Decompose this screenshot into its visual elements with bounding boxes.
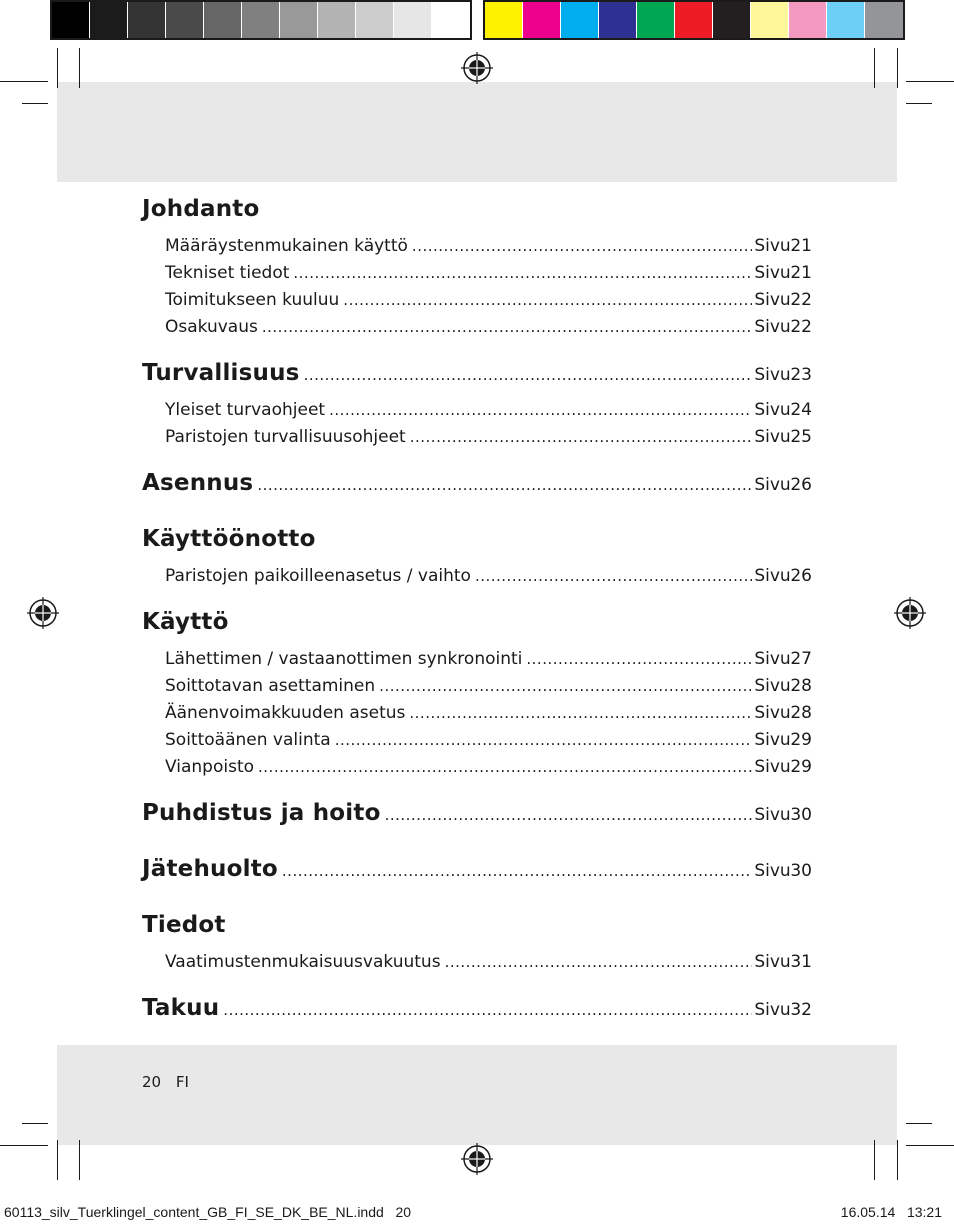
toc-entry-label: Äänenvoimakkuuden asetus <box>165 703 406 723</box>
color-swatch <box>827 2 865 38</box>
toc-entry-label: Lähettimen / vastaanottimen synkronointi <box>165 649 523 669</box>
toc-entry-label: Vianpoisto <box>165 757 255 777</box>
toc-entry[interactable] <box>142 703 812 730</box>
toc-entry[interactable] <box>142 400 812 427</box>
color-swatch <box>637 2 675 38</box>
crop-mark <box>57 1140 58 1180</box>
gray-swatch <box>128 2 166 38</box>
toc-page-number: 28 <box>790 676 812 696</box>
toc-section <box>142 856 812 896</box>
toc-section <box>142 196 812 344</box>
dot-leader <box>223 1001 752 1019</box>
registration-mark-icon <box>461 1143 493 1175</box>
dot-leader <box>293 264 752 282</box>
color-swatch <box>599 2 637 38</box>
toc-page-prefix: Sivu <box>754 400 791 420</box>
toc-entry-label: Yleiset turvaohjeet <box>165 400 326 420</box>
toc-page-number: 31 <box>790 952 812 972</box>
toc-entry[interactable] <box>142 730 812 757</box>
toc-page-prefix: Sivu <box>754 861 791 881</box>
dot-leader <box>282 862 752 880</box>
toc-section <box>142 912 812 979</box>
gray-swatch <box>204 2 242 38</box>
toc-entry[interactable] <box>142 649 812 676</box>
toc-page-number: 26 <box>790 566 812 586</box>
toc-section <box>142 526 812 593</box>
toc-page-prefix: Sivu <box>754 290 791 310</box>
dot-leader <box>335 731 753 749</box>
gray-swatch <box>242 2 280 38</box>
section-gap <box>142 784 812 800</box>
dot-leader <box>379 677 752 695</box>
crop-mark <box>874 1140 875 1180</box>
toc-page-prefix: Sivu <box>754 1000 791 1020</box>
toc-heading-title: Käyttöönotto <box>142 526 316 552</box>
grayscale-color-bar <box>50 0 472 40</box>
section-gap <box>142 510 812 526</box>
toc-entry[interactable] <box>142 290 812 317</box>
toc-page-prefix: Sivu <box>754 676 791 696</box>
toc-page-prefix: Sivu <box>754 805 791 825</box>
crop-mark <box>906 1145 954 1146</box>
toc-page-prefix: Sivu <box>754 317 791 337</box>
toc-entry-label: Tekniset tiedot <box>165 263 290 283</box>
toc-page-number: 21 <box>790 263 812 283</box>
toc-page-prefix: Sivu <box>754 236 791 256</box>
toc-section <box>142 609 812 784</box>
toc-page-number: 27 <box>790 649 812 669</box>
toc-page-prefix: Sivu <box>754 475 791 495</box>
header-band <box>57 82 897 182</box>
crop-mark <box>906 1123 932 1124</box>
toc-entry[interactable] <box>142 427 812 454</box>
toc-heading-row[interactable] <box>142 800 812 840</box>
toc-heading-row[interactable] <box>142 470 812 510</box>
color-swatch <box>751 2 789 38</box>
color-swatch <box>675 2 713 38</box>
section-gap <box>142 979 812 995</box>
color-swatch <box>713 2 751 38</box>
toc-page-number: 30 <box>790 805 812 825</box>
gray-swatch <box>394 2 432 38</box>
toc-page-prefix: Sivu <box>754 649 791 669</box>
toc-entry-label: Soittotavan asettaminen <box>165 676 376 696</box>
language-code: FI <box>175 1073 189 1091</box>
toc-entry[interactable] <box>142 236 812 263</box>
process-color-bar <box>483 0 905 40</box>
dot-leader <box>445 953 753 971</box>
toc-entry[interactable] <box>142 317 812 344</box>
registration-mark-icon <box>27 597 59 629</box>
toc-page-number: 23 <box>790 365 812 385</box>
crop-mark <box>874 48 875 88</box>
toc-page-number: 30 <box>790 861 812 881</box>
toc-heading-row[interactable] <box>142 856 812 896</box>
color-swatch <box>523 2 561 38</box>
toc-page-number: 29 <box>790 730 812 750</box>
toc-heading-title: Takuu <box>142 995 220 1021</box>
table-of-contents <box>142 196 812 1035</box>
toc-heading-row[interactable] <box>142 526 812 566</box>
toc-page-prefix: Sivu <box>754 757 791 777</box>
toc-page-number: 32 <box>790 1000 812 1020</box>
toc-entry-label: Paristojen paikoilleenasetus / vaihto <box>165 566 471 586</box>
crop-mark <box>0 81 48 82</box>
toc-page-prefix: Sivu <box>754 427 791 447</box>
toc-page-prefix: Sivu <box>754 730 791 750</box>
color-swatch <box>789 2 827 38</box>
toc-page-number: 22 <box>790 317 812 337</box>
toc-heading-title: Jätehuolto <box>142 856 278 882</box>
crop-mark <box>22 103 48 104</box>
toc-page-prefix: Sivu <box>754 566 791 586</box>
registration-mark-icon <box>461 52 493 84</box>
toc-entry[interactable] <box>142 676 812 703</box>
dot-leader <box>304 366 753 384</box>
toc-entry[interactable] <box>142 952 812 979</box>
toc-entry[interactable] <box>142 757 812 784</box>
toc-entry[interactable] <box>142 566 812 593</box>
toc-heading-row[interactable] <box>142 995 812 1035</box>
color-swatch <box>561 2 599 38</box>
toc-page-number: 29 <box>790 757 812 777</box>
gray-swatch <box>166 2 204 38</box>
toc-entry-label: Vaatimustenmukaisuusvakuutus <box>165 952 441 972</box>
toc-entry[interactable] <box>142 263 812 290</box>
dot-leader <box>475 567 752 585</box>
section-gap <box>142 896 812 912</box>
gray-swatch <box>90 2 128 38</box>
color-swatch <box>485 2 523 38</box>
gray-swatch <box>356 2 394 38</box>
crop-mark <box>22 1123 48 1124</box>
crop-mark <box>0 1145 48 1146</box>
toc-page-prefix: Sivu <box>754 263 791 283</box>
crop-mark <box>906 81 954 82</box>
toc-heading-title: Käyttö <box>142 609 229 635</box>
toc-section <box>142 995 812 1035</box>
toc-heading-title: Tiedot <box>142 912 226 938</box>
toc-page-prefix: Sivu <box>754 952 791 972</box>
registration-mark-icon <box>894 597 926 629</box>
toc-heading-title: Johdanto <box>142 196 260 222</box>
dot-leader <box>412 237 752 255</box>
dot-leader <box>409 704 752 722</box>
section-gap <box>142 344 812 360</box>
toc-heading-row[interactable] <box>142 360 812 400</box>
crop-mark <box>79 48 80 88</box>
color-swatch <box>865 2 903 38</box>
dot-leader <box>343 291 752 309</box>
toc-entry-label: Toimitukseen kuuluu <box>165 290 340 310</box>
toc-page-number: 22 <box>790 290 812 310</box>
section-gap <box>142 454 812 470</box>
dot-leader <box>410 428 753 446</box>
toc-heading-title: Asennus <box>142 470 254 496</box>
gray-swatch <box>280 2 318 38</box>
dot-leader <box>526 650 752 668</box>
gray-swatch <box>318 2 356 38</box>
toc-heading-row[interactable] <box>142 912 812 952</box>
toc-section <box>142 800 812 840</box>
toc-entry-label: Soittoäänen valinta <box>165 730 331 750</box>
dot-leader <box>329 401 752 419</box>
toc-entry-label: Määräystenmukainen käyttö <box>165 236 408 256</box>
footer-band <box>57 1045 897 1145</box>
crop-mark <box>57 48 58 88</box>
section-gap <box>142 840 812 856</box>
gray-swatch <box>432 2 470 38</box>
toc-heading-title: Puhdistus ja hoito <box>142 800 381 826</box>
toc-section <box>142 360 812 454</box>
toc-page-prefix: Sivu <box>754 703 791 723</box>
page-footer <box>142 1073 199 1091</box>
toc-page-number: 26 <box>790 475 812 495</box>
print-slug-file: 60113_silv_Tuerklingel_content_GB_FI_SE_DK_BE_NL.indd 20 <box>4 1204 412 1220</box>
toc-heading-row[interactable] <box>142 196 812 236</box>
toc-entry-label: Osakuvaus <box>165 317 258 337</box>
toc-page-prefix: Sivu <box>754 365 791 385</box>
toc-heading-row[interactable] <box>142 609 812 649</box>
dot-leader <box>262 318 752 336</box>
crop-mark <box>906 103 932 104</box>
toc-page-number: 25 <box>790 427 812 447</box>
toc-page-number: 24 <box>790 400 812 420</box>
toc-section <box>142 470 812 510</box>
toc-entry-label: Paristojen turvallisuusohjeet <box>165 427 406 447</box>
dot-leader <box>257 476 752 494</box>
print-slug-timestamp: 16.05.14 13:21 <box>840 1204 942 1220</box>
toc-page-number: 21 <box>790 236 812 256</box>
dot-leader <box>385 806 753 824</box>
toc-page-number: 28 <box>790 703 812 723</box>
crop-mark <box>79 1140 80 1180</box>
crop-mark <box>897 1140 898 1180</box>
crop-mark <box>897 48 898 88</box>
page-number: 20 <box>142 1073 162 1091</box>
dot-leader <box>258 758 752 776</box>
toc-heading-title: Turvallisuus <box>142 360 300 386</box>
gray-swatch <box>52 2 90 38</box>
section-gap <box>142 593 812 609</box>
